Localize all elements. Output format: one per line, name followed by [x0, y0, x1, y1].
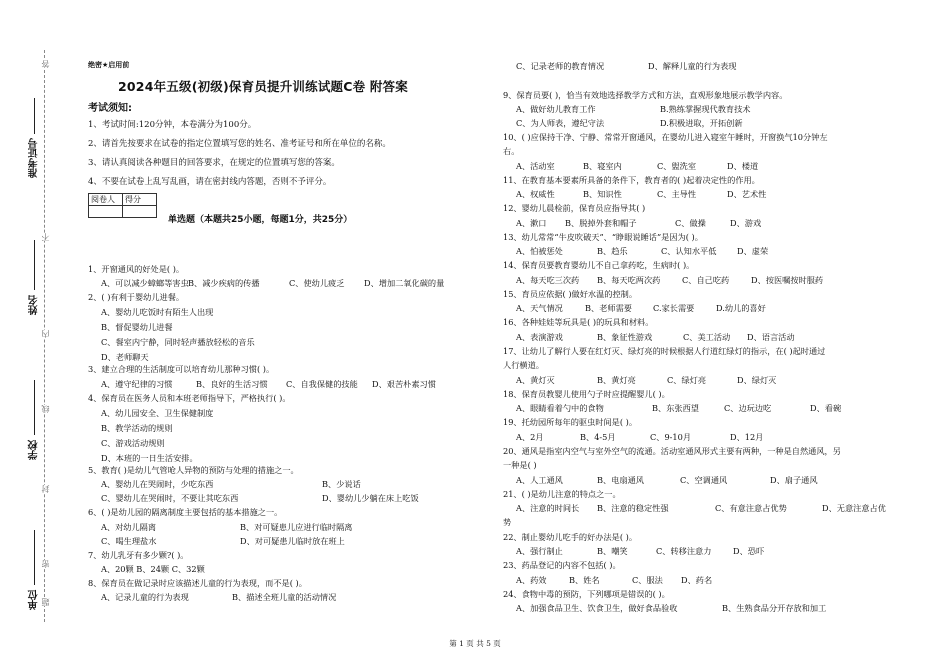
answer-option[interactable]: C、转移注意力 [656, 546, 712, 556]
answer-option[interactable]: B、教学活动的规则 [101, 423, 173, 433]
school-field[interactable] [34, 380, 35, 435]
secret-label: 绝密★启用前 [88, 61, 130, 69]
answer-option[interactable]: D、药名 [681, 575, 713, 585]
answer-option[interactable]: A、幼儿园安全、卫生保健制度 [101, 408, 214, 418]
instruction-line: 2、请首先按要求在试卷的指定位置填写您的姓名、准考证号和所在单位的名称。 [88, 139, 391, 149]
answer-option[interactable]: B、象征性游戏 [597, 332, 653, 342]
question-text: 2、( )有利于婴幼儿进餐。 [88, 292, 185, 302]
answer-option[interactable]: D、楼道 [727, 161, 759, 171]
unit-label: 单位 [29, 590, 40, 610]
answer-option[interactable]: C、为人师表，遵纪守法 [516, 118, 605, 128]
answer-option[interactable]: C、使幼儿疲乏 [289, 278, 345, 288]
question-text: 势 [503, 517, 512, 527]
question-text: 14、保育员要教育婴幼儿不自己拿药吃，生病时( )。 [503, 260, 695, 270]
answer-option[interactable]: C、有意注意占优势 [715, 503, 787, 513]
question-text: 16、各种娃娃等玩具是( )的玩具和材料。 [503, 317, 654, 327]
page-title: 2024年五级(初级)保育员提升训练试题C卷 附答案 [118, 79, 408, 94]
answer-option[interactable]: D、对可疑患儿临时放在班上 [240, 536, 345, 546]
question-text: 5、教育( )是幼儿气管呛人异物的预防与处理的措施之一。 [88, 465, 299, 475]
question-text: 20、通风是指室内空气与室外空气的流通。活动室通风形式主要有两种，一种是自然通风，另 [503, 446, 841, 456]
question-text: 9、保育员要( )，恰当有效地选择教学方式和方法，直观形象地展示教学内容。 [503, 90, 788, 100]
score-input[interactable] [123, 206, 157, 218]
unit-field[interactable] [34, 530, 35, 585]
name-label: 姓名 [29, 295, 40, 315]
answer-option[interactable]: D、绿灯灭 [737, 375, 777, 385]
question-text: 3、建立合理的生活制度可以培育幼儿那种习惯( )。 [88, 364, 275, 374]
answer-option[interactable]: C、空调通风 [680, 475, 728, 485]
answer-option[interactable]: A、天气情况 [516, 303, 563, 313]
answer-option[interactable]: C、认知水平低 [661, 246, 717, 256]
answer-option[interactable]: C、记录老师的教育情况 [516, 61, 605, 71]
answer-option[interactable]: D、游戏 [730, 218, 762, 228]
answer-option[interactable]: D、语言活动 [747, 332, 795, 342]
answer-option[interactable]: D、按医嘱按时服药 [751, 275, 824, 285]
answer-option[interactable]: B、老师需要 [585, 303, 632, 313]
answer-option[interactable]: A、婴幼儿在哭闹时，少吃东西 [101, 479, 214, 489]
answer-option[interactable]: C、盥洗室 [657, 161, 697, 171]
question-text: 4、保育员在医务人员和本班老师指导下，严格执行( )。 [88, 393, 291, 403]
answer-option[interactable]: C、服法 [632, 575, 663, 585]
answer-option[interactable]: C、9-10月 [650, 432, 692, 442]
instruction-line: 3、请认真阅读各种题目的回答要求，在规定的位置填写您的答案。 [88, 158, 340, 168]
answer-option[interactable]: C、美工活动 [683, 332, 731, 342]
answer-option[interactable]: D、恐吓 [733, 546, 765, 556]
seal-mark: 封 [41, 485, 50, 493]
answer-option[interactable]: B、东张西望 [652, 403, 699, 413]
question-text: 21、( )是幼儿注意的特点之一。 [503, 489, 621, 499]
answer-option[interactable]: B、少说话 [322, 479, 361, 489]
question-text: 10、( )应保持干净、宁静、常常开窗通风，在婴幼儿进入寝室午睡时，开窗换气10分钟左 [503, 132, 828, 142]
answer-option[interactable]: A、黄灯灭 [516, 375, 555, 385]
answer-option[interactable]: D、本班的一日生活安排。 [101, 453, 198, 463]
name-field[interactable] [34, 240, 35, 290]
answer-option[interactable]: B、姓名 [569, 575, 600, 585]
score-cell: 得分 [123, 194, 157, 206]
question-text: 23、药品登记的内容不包括( )。 [503, 560, 621, 570]
answer-option[interactable]: D、艺术性 [727, 189, 767, 199]
answer-option[interactable]: C、喝生理盐水 [101, 536, 157, 546]
exam-number-label: 准考证号 [29, 138, 40, 178]
answer-option[interactable]: A、人工通风 [516, 475, 563, 485]
page-footer: 第 1 页 共 5 页 [449, 639, 501, 648]
answer-option[interactable]: C、做操 [675, 218, 706, 228]
notice-title: 考试须知: [88, 103, 132, 114]
question-text: 8、保育员在做记录时应该描述儿童的行为表现，而不是( )。 [88, 578, 307, 588]
answer-option[interactable]: A、漱口 [516, 218, 547, 228]
answer-option[interactable]: C、绿灯亮 [667, 375, 707, 385]
answer-option[interactable]: D.幼儿的喜好 [716, 303, 766, 313]
answer-option[interactable]: C、餐室内宁静，同时轻声播放轻松的音乐 [101, 337, 255, 347]
answer-option[interactable]: D、老师聊天 [101, 352, 149, 362]
answer-option[interactable]: D、12月 [730, 432, 764, 442]
answer-option[interactable]: D、解释儿童的行为表现 [648, 61, 737, 71]
reviewer-input[interactable] [89, 206, 123, 218]
answer-option[interactable]: A、可以减少蟑螂等害虫 [101, 278, 189, 288]
answer-option[interactable]: D、扇子通风 [770, 475, 818, 485]
answer-option[interactable]: A、20颗 B、24颗 C、32颗 [101, 564, 205, 574]
answer-option[interactable]: C、自己吃药 [682, 275, 730, 285]
answer-option[interactable]: A、眼睛看着勺中的食物 [516, 403, 604, 413]
answer-option[interactable]: B、电扇通风 [597, 475, 644, 485]
answer-option[interactable]: B、减少疾病的传播 [188, 278, 260, 288]
answer-option[interactable]: D、虚荣 [737, 246, 769, 256]
answer-option[interactable]: A、做好幼儿教育工作 [516, 104, 596, 114]
question-text: 24、食物中毒的预防，下列哪项是错误的( )。 [503, 589, 670, 599]
answer-option[interactable]: C、婴幼儿在哭闹时，不要让其吃东西 [101, 493, 239, 503]
answer-option[interactable]: D、婴幼儿少躺在床上吃饭 [322, 493, 419, 503]
seal-mark: 密 [41, 560, 50, 568]
seal-mark: 题 [41, 598, 50, 606]
answer-option[interactable]: A、强行制止 [516, 546, 563, 556]
answer-option[interactable]: D、无意注意占优 [822, 503, 886, 513]
answer-option[interactable]: A、注意的时间长 [516, 503, 580, 513]
answer-option[interactable]: D、看碗 [810, 403, 842, 413]
instruction-line: 4、不要在试卷上乱写乱画，请在密封线内答题，否则不予评分。 [88, 177, 332, 187]
answer-option[interactable]: B、趋乐 [597, 246, 628, 256]
answer-option[interactable]: A、对幼儿隔离 [101, 522, 157, 532]
question-text: 一种是( ) [503, 460, 537, 470]
answer-option[interactable]: C、游戏活动规则 [101, 438, 165, 448]
answer-option[interactable]: A、活动室 [516, 161, 555, 171]
section-heading: 单选题（本题共25小题，每题1分，共25分） [168, 215, 353, 225]
binding-margin [0, 0, 62, 671]
answer-option[interactable]: B、良好的生活习惯 [196, 379, 268, 389]
question-text: 15、育员应依据( )做好水温的控制。 [503, 289, 638, 299]
answer-option[interactable]: A、2月 [516, 432, 544, 442]
answer-option[interactable]: B、4-5月 [580, 432, 616, 442]
question-text: 18、保育员教婴儿使用勺子时应提醒婴儿( )。 [503, 389, 670, 399]
question-text: 7、幼儿乳牙有多少颗?( )。 [88, 550, 189, 560]
answer-option[interactable]: A、遵守纪律的习惯 [101, 379, 173, 389]
answer-option[interactable]: A、表演游戏 [516, 332, 563, 342]
instruction-line: 1、考试时间:120分钟，本卷满分为100分。 [88, 120, 257, 130]
answer-option[interactable]: B、寝室内 [583, 161, 622, 171]
answer-option[interactable]: C、自我保健的技能 [286, 379, 358, 389]
seal-mark: 答 [41, 60, 50, 68]
answer-option[interactable]: B、注意的稳定性强 [597, 503, 669, 513]
question-text: 22、制止婴幼儿吃手的好办法是( )。 [503, 532, 638, 542]
reviewer-cell: 阅卷人 [89, 194, 123, 206]
answer-option[interactable]: C、边玩边吃 [724, 403, 772, 413]
seal-mark: 线 [41, 405, 50, 413]
seal-mark: 内 [41, 330, 50, 338]
answer-option[interactable]: B、生熟食品分开存放和加工 [722, 603, 827, 613]
answer-option[interactable]: B、描述全班儿童的活动情况 [232, 592, 337, 602]
answer-option[interactable]: B、对可疑患儿应进行临时隔离 [240, 522, 353, 532]
answer-option[interactable]: B、嘲笑 [597, 546, 628, 556]
answer-option[interactable]: A、药效 [516, 575, 547, 585]
answer-option[interactable]: A、怕被惩处 [516, 246, 563, 256]
score-table [88, 193, 157, 218]
question-text: 19、托幼园所每年的驱虫时间是( )。 [503, 417, 638, 427]
answer-option[interactable]: A、婴幼儿吃饭时有陌生人出现 [101, 307, 214, 317]
question-text: 12、婴幼儿晨检前，保育员应指导其( ) [503, 203, 646, 213]
answer-option[interactable]: A、记录儿童的行为表现 [101, 592, 189, 602]
answer-option[interactable]: C.家长需要 [653, 303, 695, 313]
question-text: 人行横道。 [503, 360, 544, 370]
answer-option[interactable]: B、每天吃两次药 [597, 275, 661, 285]
exam-number-field[interactable] [34, 98, 35, 134]
question-text: 11、在教育基本要素所具备的条件下，教育者的( )起着决定性的作用。 [503, 175, 760, 185]
seal-mark: 不 [41, 233, 50, 241]
answer-option[interactable]: A、权威性 [516, 189, 555, 199]
answer-option[interactable]: D、增加二氧化碳的量 [364, 278, 445, 288]
answer-option[interactable]: B.熟练掌握现代教育技术 [660, 104, 751, 114]
answer-option[interactable]: A、每天吃三次药 [516, 275, 580, 285]
answer-option[interactable]: B、黄灯亮 [597, 375, 636, 385]
answer-option[interactable]: D.积极进取，开拓创新 [660, 118, 743, 128]
question-text: 13、幼儿常常“牛皮吹破天”、“睁眼说睡话”是因为( )。 [503, 232, 703, 242]
answer-option[interactable]: D、艰苦朴素习惯 [372, 379, 436, 389]
answer-option[interactable]: A、加强食品卫生、饮食卫生，做好食品验收 [516, 603, 678, 613]
answer-option[interactable]: B、督促婴幼儿进餐 [101, 322, 173, 332]
answer-option[interactable]: C、主导性 [657, 189, 697, 199]
question-text: 17、让幼儿了解行人要在红灯灭、绿灯亮的时候根据人行道红绿灯的指示，在( )起时通过 [503, 346, 826, 356]
school-label: 学校 [29, 440, 40, 460]
answer-option[interactable]: B、知识性 [583, 189, 622, 199]
question-text: 1、开窗通风的好处是( )。 [88, 264, 185, 274]
answer-option[interactable]: B、脱掉外套和帽子 [565, 218, 637, 228]
question-text: 右。 [503, 146, 520, 156]
question-text: 6、( )是幼儿园的隔离制度主要包括的基本措施之一。 [88, 507, 283, 517]
